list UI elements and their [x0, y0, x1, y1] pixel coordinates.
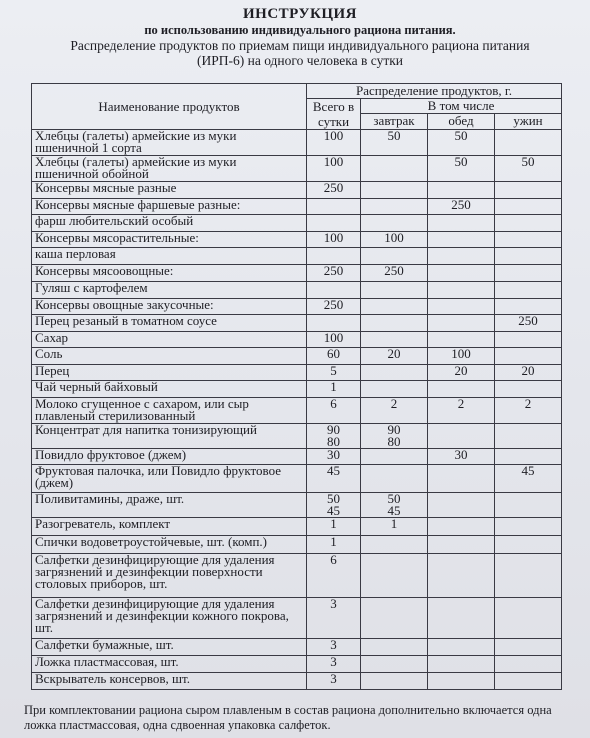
dinner-cell — [495, 536, 562, 554]
header-lunch: обед — [428, 114, 495, 130]
document-subtitle: по использованию индивидуального рациона питания. — [144, 23, 456, 37]
breakfast-cell — [361, 381, 428, 398]
lunch-cell: 250 — [428, 199, 495, 215]
table-row — [32, 398, 562, 424]
header-including: В том числе — [361, 99, 562, 114]
table-row — [32, 465, 562, 493]
total-cell: 100 — [307, 156, 361, 182]
dinner-cell: 20 — [495, 365, 562, 381]
product-name-cell: Салфетки дезинфицирующие для удаления загрязнений и дезинфекции поверхности столовых приборов, шт. — [32, 554, 307, 598]
header-dinner: ужин — [495, 114, 562, 130]
dinner-cell — [495, 639, 562, 656]
lunch-cell — [428, 232, 495, 248]
table-row — [32, 518, 562, 536]
total-cell: 1 — [307, 381, 361, 398]
product-name-cell: Перец резаный в томатном соусе — [32, 315, 307, 332]
table-row — [32, 315, 562, 332]
dinner-cell — [495, 299, 562, 315]
dinner-cell — [495, 598, 562, 639]
total-cell — [307, 282, 361, 299]
table-row — [32, 598, 562, 639]
table-row — [32, 673, 562, 690]
breakfast-cell — [361, 282, 428, 299]
lunch-cell — [428, 673, 495, 690]
table-row — [32, 656, 562, 673]
total-cell — [307, 199, 361, 215]
total-cell: 250 — [307, 265, 361, 282]
dinner-cell — [495, 381, 562, 398]
total-cell: 90 80 — [307, 424, 361, 449]
total-cell: 3 — [307, 639, 361, 656]
lunch-cell — [428, 182, 495, 199]
product-name-cell: Молоко сгущенное с сахаром, или сыр плавленый стерилизованный — [32, 398, 307, 424]
total-cell: 100 — [307, 130, 361, 156]
table-row — [32, 493, 562, 518]
table-row — [32, 554, 562, 598]
table-row — [32, 348, 562, 365]
lunch-cell: 100 — [428, 348, 495, 365]
dinner-cell — [495, 424, 562, 449]
ration-table-body — [32, 130, 562, 690]
breakfast-cell — [361, 299, 428, 315]
total-cell: 250 — [307, 182, 361, 199]
lunch-cell — [428, 315, 495, 332]
header-total: Всего в сутки — [307, 99, 361, 130]
total-cell: 250 — [307, 299, 361, 315]
breakfast-cell — [361, 465, 428, 493]
breakfast-cell — [361, 449, 428, 465]
breakfast-cell — [361, 156, 428, 182]
breakfast-cell: 100 — [361, 232, 428, 248]
breakfast-cell — [361, 182, 428, 199]
document-title: ИНСТРУКЦИЯ — [242, 6, 357, 22]
dinner-cell — [495, 215, 562, 232]
product-name-cell: Повидло фруктовое (джем) — [32, 449, 307, 465]
lunch-cell: 50 — [428, 130, 495, 156]
breakfast-cell: 20 — [361, 348, 428, 365]
table-row — [32, 449, 562, 465]
dinner-cell — [495, 493, 562, 518]
total-cell: 3 — [307, 673, 361, 690]
dinner-cell — [495, 518, 562, 536]
table-row — [32, 536, 562, 554]
table-row — [32, 299, 562, 315]
dinner-cell — [495, 332, 562, 348]
product-name-cell: Фруктовая палочка, или Повидло фруктовое (джем) — [32, 465, 307, 493]
breakfast-cell — [361, 332, 428, 348]
document-header — [20, 6, 580, 68]
dinner-cell — [495, 248, 562, 265]
lunch-cell — [428, 215, 495, 232]
dinner-cell — [495, 449, 562, 465]
breakfast-cell — [361, 365, 428, 381]
product-name-cell: Консервы мясные фаршевые разные: — [32, 199, 307, 215]
dinner-cell — [495, 348, 562, 365]
lunch-cell — [428, 265, 495, 282]
total-cell: 60 — [307, 348, 361, 365]
lunch-cell — [428, 536, 495, 554]
breakfast-cell: 1 — [361, 518, 428, 536]
dinner-cell — [495, 130, 562, 156]
dinner-cell — [495, 199, 562, 215]
lunch-cell — [428, 598, 495, 639]
product-name-cell: Чай черный байховый — [32, 381, 307, 398]
total-cell: 5 — [307, 365, 361, 381]
breakfast-cell — [361, 673, 428, 690]
product-name-cell: Гуляш с картофелем — [32, 282, 307, 299]
header-product-name: Наименование продуктов — [32, 84, 307, 130]
total-cell: 1 — [307, 536, 361, 554]
total-cell: 6 — [307, 554, 361, 598]
table-row — [32, 215, 562, 232]
lunch-cell — [428, 424, 495, 449]
total-cell: 30 — [307, 449, 361, 465]
table-row — [32, 424, 562, 449]
dinner-cell — [495, 673, 562, 690]
product-name-cell: Перец — [32, 365, 307, 381]
dinner-cell — [495, 182, 562, 199]
table-row — [32, 282, 562, 299]
dinner-cell — [495, 232, 562, 248]
breakfast-cell — [361, 215, 428, 232]
lunch-cell: 50 — [428, 156, 495, 182]
total-cell — [307, 248, 361, 265]
dinner-cell: 45 — [495, 465, 562, 493]
dinner-cell — [495, 282, 562, 299]
table-row — [32, 365, 562, 381]
product-name-cell: Салфетки бумажные, шт. — [32, 639, 307, 656]
breakfast-cell: 2 — [361, 398, 428, 424]
header-distribution: Распределение продуктов, г. — [307, 84, 562, 99]
breakfast-cell — [361, 199, 428, 215]
total-cell — [307, 315, 361, 332]
product-name-cell: Спички водоветроустойчевые, шт. (комп.) — [32, 536, 307, 554]
product-name-cell: Хлебцы (галеты) армейские из муки пшеничной обойной — [32, 156, 307, 182]
product-name-cell: Разогреватель, комплект — [32, 518, 307, 536]
lunch-cell — [428, 639, 495, 656]
breakfast-cell: 50 — [361, 130, 428, 156]
total-cell: 3 — [307, 656, 361, 673]
dinner-cell: 2 — [495, 398, 562, 424]
product-name-cell: Соль — [32, 348, 307, 365]
table-row — [32, 156, 562, 182]
total-cell: 100 — [307, 232, 361, 248]
footer-note: При комплектовании рациона сыром плавленым в состав рациона дополнительно включается одна ложка пластмассовая, одна сдвоенная упаковка салфеток. — [24, 703, 552, 732]
total-cell: 3 — [307, 598, 361, 639]
table-row — [32, 265, 562, 282]
breakfast-cell — [361, 315, 428, 332]
lunch-cell: 30 — [428, 449, 495, 465]
breakfast-cell — [361, 248, 428, 265]
breakfast-cell — [361, 598, 428, 639]
table-row — [32, 639, 562, 656]
table-row — [32, 232, 562, 248]
product-name-cell: Ложка пластмассовая, шт. — [32, 656, 307, 673]
breakfast-cell: 90 80 — [361, 424, 428, 449]
lunch-cell — [428, 332, 495, 348]
lunch-cell: 2 — [428, 398, 495, 424]
product-name-cell: Салфетки дезинфицирующие для удаления загрязнений и дезинфекции кожного покрова, шт. — [32, 598, 307, 639]
total-cell: 45 — [307, 465, 361, 493]
total-cell: 100 — [307, 332, 361, 348]
product-name-cell: Консервы мясные разные — [32, 182, 307, 199]
lunch-cell: 20 — [428, 365, 495, 381]
breakfast-cell — [361, 554, 428, 598]
lunch-cell — [428, 518, 495, 536]
product-name-cell: Хлебцы (галеты) армейские из муки пшеничной 1 сорта — [32, 130, 307, 156]
table-row — [32, 332, 562, 348]
product-name-cell: Консервы мясоовощные: — [32, 265, 307, 282]
lunch-cell — [428, 493, 495, 518]
product-name-cell: Вскрыватель консервов, шт. — [32, 673, 307, 690]
breakfast-cell: 250 — [361, 265, 428, 282]
table-row — [32, 381, 562, 398]
lunch-cell — [428, 656, 495, 673]
product-name-cell: Концентрат для напитка тонизирующий — [32, 424, 307, 449]
breakfast-cell — [361, 656, 428, 673]
dinner-cell — [495, 656, 562, 673]
dinner-cell — [495, 554, 562, 598]
total-cell: 6 — [307, 398, 361, 424]
breakfast-cell — [361, 536, 428, 554]
table-row — [32, 130, 562, 156]
table-row — [32, 182, 562, 199]
dinner-cell: 50 — [495, 156, 562, 182]
dinner-cell — [495, 265, 562, 282]
lunch-cell — [428, 282, 495, 299]
lunch-cell — [428, 465, 495, 493]
product-name-cell: Поливитамины, драже, шт. — [32, 493, 307, 518]
document-description-line1: Распределение продуктов по приемам пищи индивидуального рациона питания — [70, 38, 530, 53]
product-name-cell: фарш любительский особый — [32, 215, 307, 232]
lunch-cell — [428, 299, 495, 315]
total-cell: 1 — [307, 518, 361, 536]
product-name-cell: Консервы овощные закусочные: — [32, 299, 307, 315]
table-row — [32, 248, 562, 265]
lunch-cell — [428, 554, 495, 598]
product-name-cell: Сахар — [32, 332, 307, 348]
breakfast-cell: 50 45 — [361, 493, 428, 518]
product-name-cell: каша перловая — [32, 248, 307, 265]
header-breakfast: завтрак — [361, 114, 428, 130]
ration-table — [31, 83, 562, 690]
lunch-cell — [428, 381, 495, 398]
breakfast-cell — [361, 639, 428, 656]
total-cell — [307, 215, 361, 232]
document-description-line2: (ИРП-6) на одного человека в сутки — [196, 53, 403, 68]
dinner-cell: 250 — [495, 315, 562, 332]
lunch-cell — [428, 248, 495, 265]
total-cell: 50 45 — [307, 493, 361, 518]
product-name-cell: Консервы мясорастительные: — [32, 232, 307, 248]
table-row — [32, 199, 562, 215]
